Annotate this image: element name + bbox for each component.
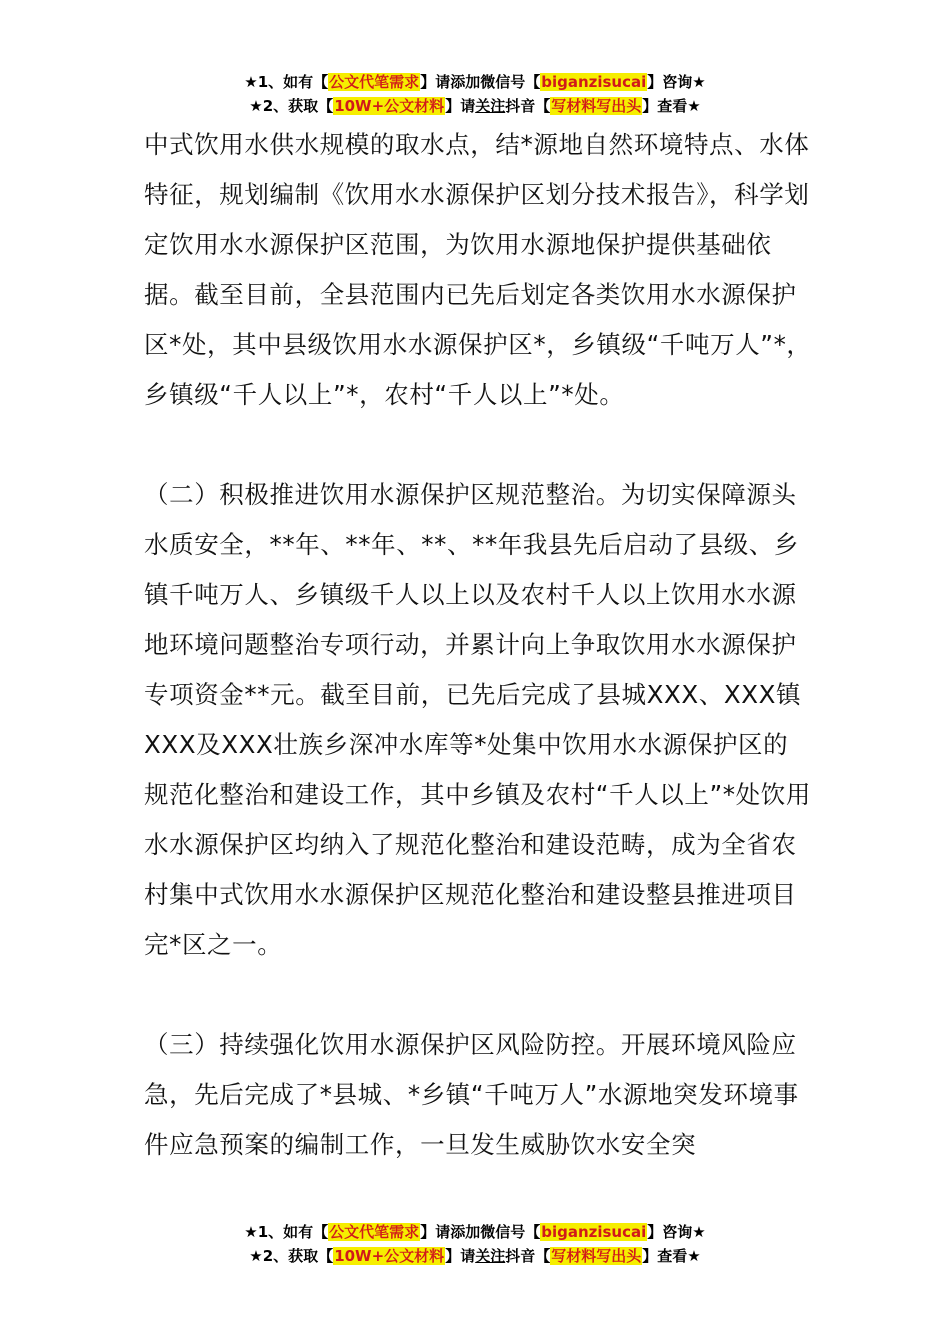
header-line1-highlight-service: 公文代笔需求 — [329, 73, 420, 91]
header-banner-line-2 — [0, 94, 950, 118]
header-line2-highlight-douyin: 写材料写出头 — [551, 97, 642, 115]
header-line2-underlined-follow: 关注 — [475, 97, 506, 115]
body-paragraph-1: 中式饮用水供水规模的取水点，结*源地自然环境特点、水体特征，规划编制《饮用水水源保护区划分技术报告》，科学划定饮用水水源保护区范围，为饮用水源地保护提供基础依据。截至目前，全县范围内已先后划定各类饮用水水源保护区*处，其中县级饮用水水源保护区*，乡镇级“千吨万人”*，乡镇级“千人以上”*，农村“千人以上”*处。 — [144, 130, 812, 409]
header-line1-mid: 】请添加微信号【 — [420, 73, 541, 91]
footer-line2-highlight-douyin: 写材料写出头 — [551, 1247, 642, 1265]
header-line1-suffix: 】咨询★ — [647, 73, 706, 91]
header-banner — [0, 70, 950, 118]
footer-banner — [0, 1220, 950, 1268]
footer-line1-suffix: 】咨询★ — [647, 1223, 706, 1241]
footer-line1-highlight-wechat: biganzisucai — [541, 1223, 647, 1241]
footer-line1-mid: 】请添加微信号【 — [420, 1223, 541, 1241]
header-line1-prefix: ★1、如有【 — [244, 73, 329, 91]
footer-line2-mid-before: 】请 — [445, 1247, 476, 1265]
footer-line2-underlined-follow: 关注 — [475, 1247, 506, 1265]
header-banner-line-1 — [0, 70, 950, 94]
document-body — [144, 120, 812, 1170]
body-paragraph-3: （三）持续强化饮用水源保护区风险防控。开展环境风险应急，先后完成了*县城、*乡镇“千吨万人”水源地突发环境事件应急预案的编制工作，一旦发生威胁饮水安全突 — [144, 1030, 799, 1159]
footer-line1-highlight-service: 公文代笔需求 — [329, 1223, 420, 1241]
header-line2-mid-after: 抖音【 — [505, 97, 551, 115]
header-line2-suffix: 】查看★ — [642, 97, 701, 115]
header-line1-highlight-wechat: biganzisucai — [541, 73, 647, 91]
footer-line2-highlight-materials: 10W+公文材料 — [334, 1247, 445, 1265]
header-line2-highlight-materials: 10W+公文材料 — [334, 97, 445, 115]
footer-line1-prefix: ★1、如有【 — [244, 1223, 329, 1241]
footer-banner-line-2 — [0, 1244, 950, 1268]
header-line2-mid-before: 】请 — [445, 97, 476, 115]
footer-line2-prefix: ★2、获取【 — [249, 1247, 334, 1265]
header-line2-prefix: ★2、获取【 — [249, 97, 334, 115]
footer-line2-suffix: 】查看★ — [642, 1247, 701, 1265]
footer-banner-line-1 — [0, 1220, 950, 1244]
body-paragraph-2: （二）积极推进饮用水源保护区规范整治。为切实保障源头水质安全，**年、**年、**、**年我县先后启动了县级、乡镇千吨万人、乡镇级千人以上以及农村千人以上饮用水水源地环境问题整治专项行动，并累计向上争取饮用水水源保护专项资金**元。截至目前，已先后完成了县城XXX、XXX镇XXX及XXX壮族乡深冲水库等*处集中饮用水水源保护区的规范化整治和建设工作，其中乡镇及农村“千人以上”*处饮用水水源保护区均纳入了规范化整治和建设范畴，成为全省农村集中式饮用水水源保护区规范化整治和建设整县推进项目完*区之一。 — [144, 480, 811, 959]
footer-line2-mid-after: 抖音【 — [505, 1247, 551, 1265]
